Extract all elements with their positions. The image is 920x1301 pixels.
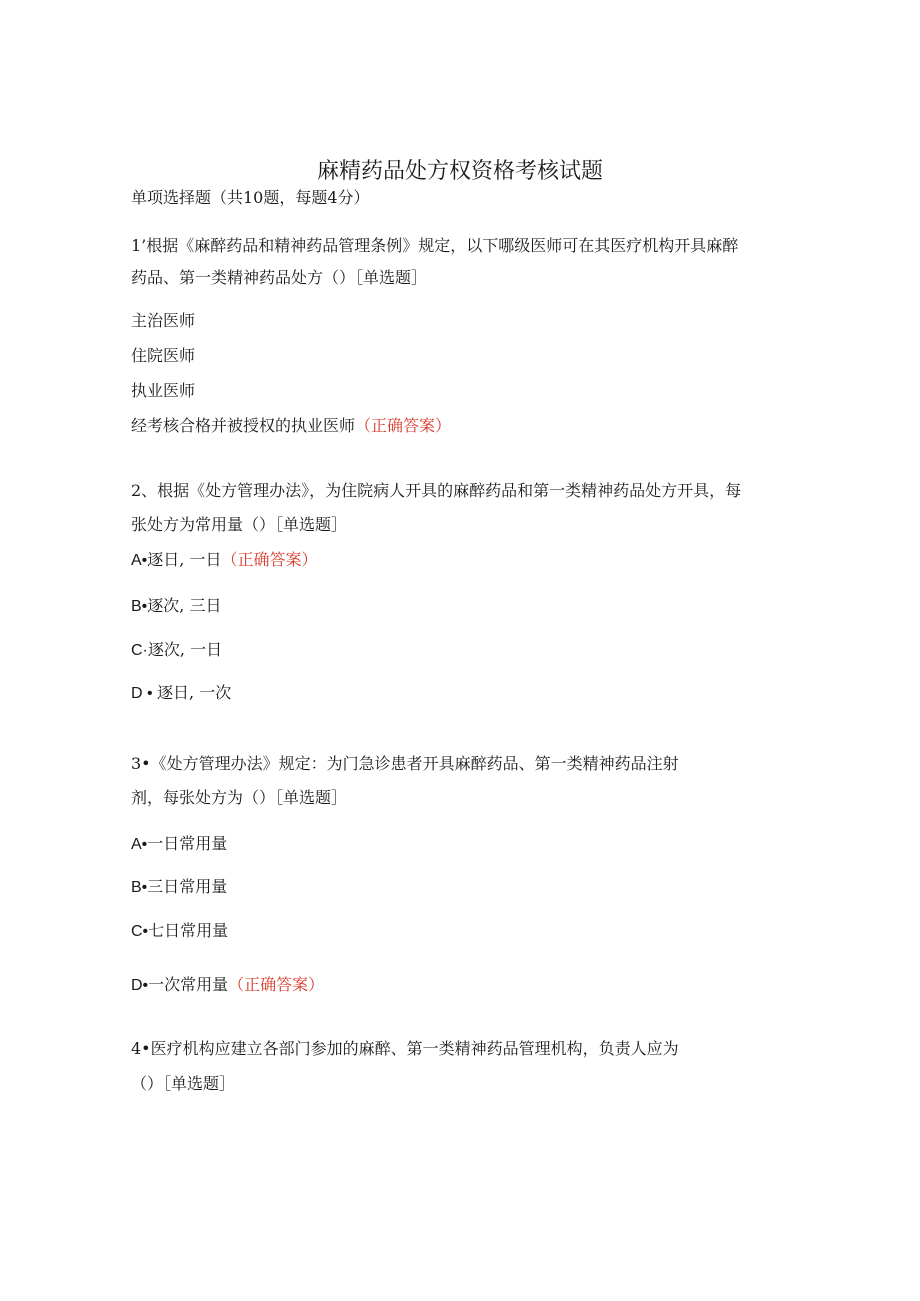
option-text: 主治医师 (131, 311, 196, 330)
question-1-option-4[interactable] (131, 416, 451, 436)
option-letter: B• (131, 598, 148, 615)
correct-answer-mark: （正确答案） (355, 416, 452, 435)
question-2-stem-line-1: 2、根据《处方管理办法》，为住院病人开具的麻醉药品和第一类精神药品处方开具，每 (131, 481, 742, 500)
option-text: 住院医师 (131, 346, 196, 365)
option-text: 逐次, 一日 (147, 640, 223, 659)
question-2-option-b[interactable] (131, 596, 221, 617)
question-3-option-a[interactable] (131, 834, 227, 855)
question-2-stem-line-2: 张处方为常用量（）［单选题］ (131, 515, 348, 534)
question-2-option-a[interactable] (131, 550, 317, 571)
option-text: 三日常用量 (147, 877, 228, 896)
correct-answer-mark: （正确答案） (228, 975, 325, 994)
question-3-stem-line-1: 3•《处方管理办法》规定：为门急诊患者开具麻醉药品、第一类精神药品注射 (131, 754, 679, 773)
option-letter: D • (131, 685, 158, 702)
question-3-stem-line-2: 剂，每张处方为（）［单选题］ (131, 788, 348, 807)
page-title: 麻精药品处方权资格考核试题 (316, 159, 603, 184)
question-3-option-d[interactable] (131, 975, 324, 996)
option-letter: A• (131, 552, 148, 569)
question-4-stem-line-2: （）［单选题］ (131, 1074, 236, 1093)
question-1-option-2[interactable] (131, 346, 195, 366)
option-letter: A• (131, 836, 148, 853)
question-2-option-c[interactable] (131, 640, 222, 661)
option-text: 执业医师 (131, 381, 196, 400)
option-text: 经考核合格并被授权的执业医师 (131, 416, 356, 435)
question-1-stem-line-1: 1’根据《麻醉药品和精神药品管理条例》规定，以下哪级医师可在其医疗机构开具麻醉 (131, 236, 739, 255)
section-heading: 单项选择题（共10题，每题4分） (131, 188, 370, 207)
question-3-option-c[interactable] (131, 921, 228, 942)
question-2-option-d[interactable] (131, 683, 231, 704)
option-text: 一日常用量 (147, 834, 228, 853)
option-text: 逐次, 三日 (147, 596, 222, 615)
question-1-option-1[interactable] (131, 311, 195, 331)
question-1-stem-line-2: 药品、第一类精神药品处方（）［单选题］ (131, 268, 428, 287)
option-text: 逐日, 一次 (157, 683, 232, 702)
option-text: 七日常用量 (148, 921, 229, 940)
option-letter: D• (131, 977, 149, 994)
correct-answer-mark: （正确答案） (221, 550, 318, 569)
question-1-option-3[interactable] (131, 381, 195, 401)
option-letter: C• (131, 923, 149, 940)
option-letter: B• (131, 879, 148, 896)
question-4-stem-line-1: 4•医疗机构应建立各部门参加的麻醉、第一类精神药品管理机构，负责人应为 (131, 1039, 679, 1058)
question-3-option-b[interactable] (131, 877, 227, 898)
option-letter: C· (131, 642, 148, 659)
option-text: 逐日, 一日 (147, 550, 222, 569)
option-text: 一次常用量 (148, 975, 229, 994)
